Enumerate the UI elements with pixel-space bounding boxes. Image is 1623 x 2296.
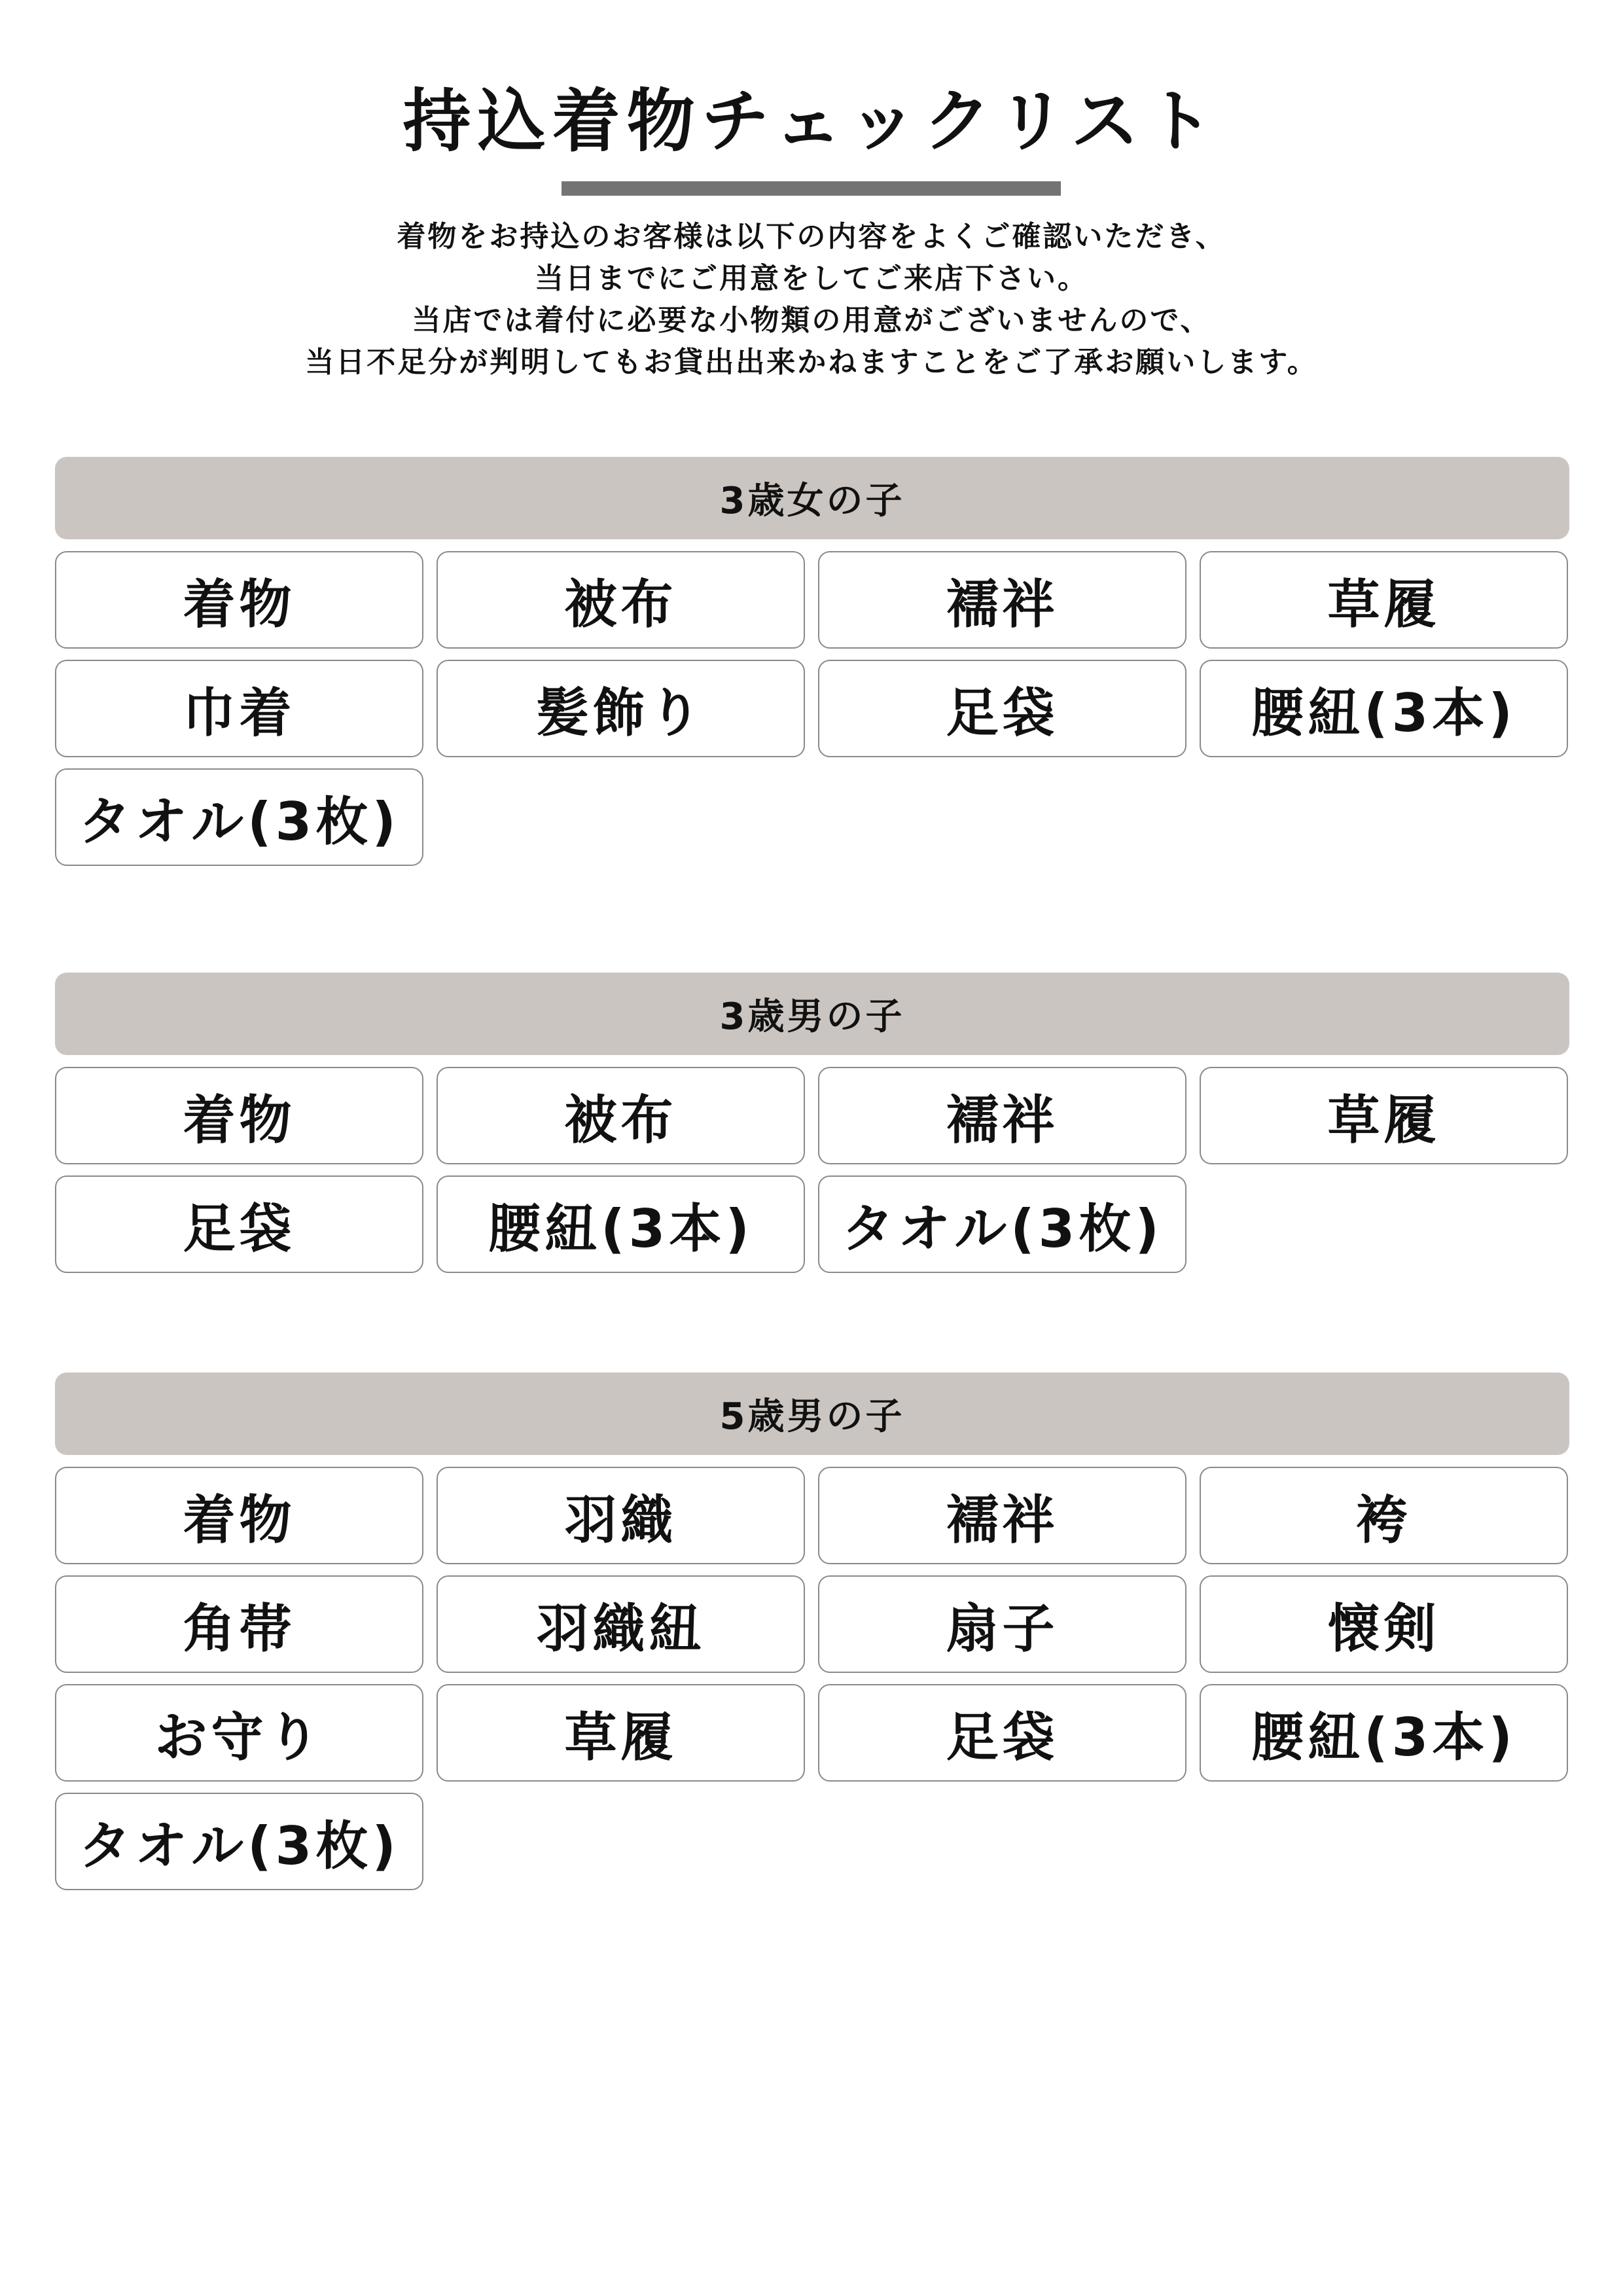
checklist-item: 足袋 (818, 1684, 1186, 1782)
checklist-item: 足袋 (818, 660, 1186, 757)
checklist-item: 襦袢 (818, 1467, 1186, 1564)
checklist-item: 襦袢 (818, 1067, 1186, 1164)
checklist-item: 袴 (1200, 1467, 1568, 1564)
section-boy-5 (55, 1372, 1569, 1890)
section-header: 3歳男の子 (55, 973, 1569, 1055)
checklist-item: 髪飾り (437, 660, 805, 757)
section-girl-3 (55, 457, 1569, 866)
checklist-item: 草履 (1200, 1067, 1568, 1164)
checklist-item: 着物 (55, 551, 423, 649)
section-boy-3 (55, 973, 1569, 1273)
checklist-item: タオル(3枚) (55, 768, 423, 866)
intro-line: 着物をお持込のお客様は以下の内容をよくご確認いただき、 (397, 220, 1226, 253)
intro-line: 当日不足分が判明してもお貸出出来かねますことをご了承お願いします。 (305, 346, 1318, 379)
checklist-item: タオル(3枚) (818, 1175, 1186, 1273)
checklist-item: 腰紐(3本) (1200, 1684, 1568, 1782)
intro-line: 当店では着付に必要な小物類の用意がございませんので、 (412, 304, 1211, 337)
checklist-item: 羽織 (437, 1467, 805, 1564)
checklist-item: 着物 (55, 1067, 423, 1164)
checklist-item: 着物 (55, 1467, 423, 1564)
checklist-item: 草履 (1200, 551, 1568, 649)
checklist-item: 腰紐(3本) (1200, 660, 1568, 757)
checklist-item: 被布 (437, 1067, 805, 1164)
checklist-item: 羽織紐 (437, 1575, 805, 1673)
checklist-item: 被布 (437, 551, 805, 649)
page-title: 持込着物チェックリスト (402, 81, 1221, 161)
checklist-item: 扇子 (818, 1575, 1186, 1673)
section-header: 3歳女の子 (55, 457, 1569, 539)
checklist-item: 足袋 (55, 1175, 423, 1273)
checklist-item: 草履 (437, 1684, 805, 1782)
checklist-item: 襦袢 (818, 551, 1186, 649)
intro-text (0, 216, 1623, 384)
title-underline (562, 181, 1061, 196)
checklist-item: 角帯 (55, 1575, 423, 1673)
item-grid (55, 1067, 1569, 1273)
section-header: 5歳男の子 (55, 1372, 1569, 1455)
item-grid (55, 551, 1569, 866)
checklist-item: 腰紐(3本) (437, 1175, 805, 1273)
checklist-item: お守り (55, 1684, 423, 1782)
intro-line: 当日までにご用意をしてご来店下さい。 (535, 262, 1088, 295)
checklist-item: 懐剣 (1200, 1575, 1568, 1673)
checklist-item: タオル(3枚) (55, 1793, 423, 1890)
checklist-item: 巾着 (55, 660, 423, 757)
item-grid (55, 1467, 1569, 1890)
